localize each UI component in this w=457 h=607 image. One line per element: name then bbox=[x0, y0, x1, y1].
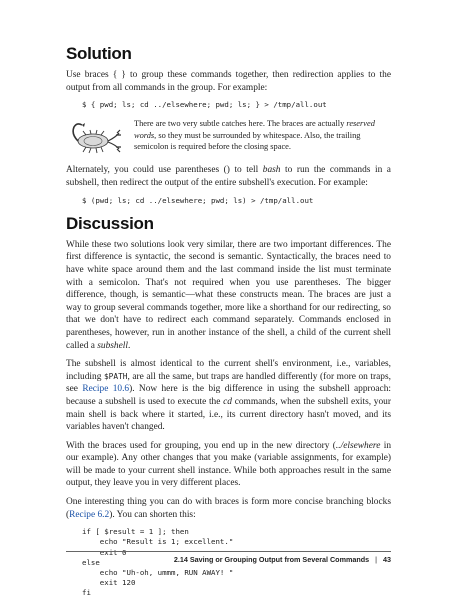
footer-section-title: 2.14 Saving or Grouping Output from Several Commands bbox=[173, 555, 370, 564]
solution-intro-paragraph: Use braces { } to group these commands together, then redirection applies to the output from all commands in the group. For example: bbox=[66, 70, 391, 93]
page-content bbox=[66, 44, 391, 607]
warning-note bbox=[66, 118, 391, 154]
scorpion-warning-icon bbox=[66, 120, 124, 154]
discussion-paragraph-1: While these two solutions look very similar, there are two important differences. The first difference is syntactic, the second is semantic. Syntactically, the braces need to have white space around them and the last command inside the list must terminate with a semicolon. That's not required when you use parentheses. The bigger difference, though, is semantic—what these constructs mean. The braces are just a way to group several commands together, more like a shorthand for our redirecting, so that we don't have to redirect each command separately. Commands enclosed in parentheses, however, run in another instance of the shell, a child of the current shell called a subshell. bbox=[66, 239, 391, 351]
solution-heading: Solution bbox=[66, 44, 132, 63]
footer-separator: | bbox=[375, 555, 377, 564]
page-number: 43 bbox=[383, 555, 391, 564]
code-example-braces: $ { pwd; ls; cd ../elsewhere; pwd; ls; } > /tmp/all.out bbox=[82, 100, 327, 110]
warning-note-text: There are two very subtle catches here. The braces are actually reserved words, so they must be surrounded by whitespace. Also, the trailing semicolon is required before the closing space. bbox=[134, 119, 375, 151]
recipe-6-2-link[interactable]: Recipe 6.2 bbox=[69, 509, 110, 520]
recipe-10-6-link[interactable]: Recipe 10.6 bbox=[82, 384, 130, 395]
footer-rule bbox=[66, 551, 391, 552]
code-example-if-block: if [ $result = 1 ]; then echo "Result is 1; excellent." exit 0 else echo "Uh-oh, ummm, RUN AWAY! " exit 120 fi bbox=[82, 527, 234, 598]
page-footer bbox=[174, 555, 391, 564]
solution-alternative-paragraph: Alternately, you could use parentheses () to tell bash to run the commands in a subshell, then redirect the output of the entire subshell's execution. For example: bbox=[66, 165, 391, 188]
discussion-paragraph-3: With the braces used for grouping, you end up in the new directory (../elsewhere in our example). Any other changes that you make (variable assignments, for example) will be made to your current shell instance. While both approaches result in the same output, they leave you in very different places. bbox=[66, 440, 392, 489]
discussion-paragraph-4: One interesting thing you can do with braces is form more concise branching blocks (Recipe 6.2). You can shorten this: bbox=[66, 497, 391, 520]
discussion-paragraph-2: The subshell is almost identical to the current shell's environment, i.e., variables, including $PATH, are all the same, but traps are handled differently (for more on traps, see Recipe 10.6). Now here is the big difference in using the subshell approach: because a subshell is used to execute the cd commands, when the subshell exits, your main shell is back where it started, i.e., its current directory hasn't moved, and its variables haven't changed. bbox=[66, 359, 391, 433]
code-example-subshell: $ (pwd; ls; cd ../elsewhere; pwd; ls) > /tmp/all.out bbox=[82, 195, 314, 205]
discussion-heading: Discussion bbox=[66, 213, 154, 233]
